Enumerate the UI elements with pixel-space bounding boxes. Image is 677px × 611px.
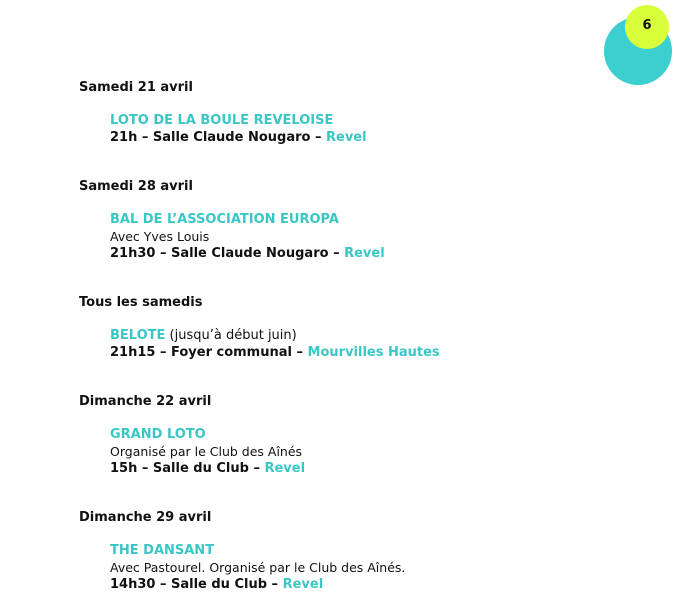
event-title: [110, 328, 639, 344]
event-time-venue: [110, 344, 639, 361]
event-section: [79, 179, 639, 262]
event-date: Samedi 28 avril: [79, 179, 193, 194]
event-block: [110, 543, 639, 593]
event-time-venue-text: 21h – Salle Claude Nougaro –: [110, 130, 326, 145]
event-section: [79, 295, 639, 361]
event-title-text: THE DANSANT: [110, 543, 215, 558]
event-title-text: BAL DE L’ASSOCIATION EUROPA: [110, 212, 339, 227]
event-place: Revel: [344, 246, 385, 261]
event-time-venue-text: 21h30 – Salle Claude Nougaro –: [110, 246, 345, 261]
page-number: 6: [642, 18, 652, 33]
event-place: Revel: [282, 577, 324, 592]
event-title-text: BELOTE: [110, 328, 166, 343]
event-date: Tous les samedis: [79, 295, 203, 310]
event-title-note: (jusqu’à début juin): [165, 328, 297, 343]
event-time-venue: [110, 129, 639, 146]
event-date: Dimanche 22 avril: [79, 394, 212, 409]
event-place: Revel: [326, 130, 367, 145]
event-block: [110, 212, 639, 262]
event-time-venue-text: 15h – Salle du Club –: [110, 461, 265, 476]
event-description: Organisé par le Club des Aînés: [110, 444, 303, 459]
event-date: Dimanche 29 avril: [79, 510, 212, 525]
event-time-venue-text: 14h30 – Salle du Club –: [110, 577, 283, 592]
event-description: Avec Pastourel. Organisé par le Club des Aînés.: [110, 560, 406, 575]
event-time-venue: [110, 576, 639, 593]
event-title-text: GRAND LOTO: [110, 427, 206, 442]
event-section: [79, 510, 639, 593]
event-time-venue-text: 21h15 – Foyer communal –: [110, 345, 308, 360]
event-time-venue: [110, 460, 639, 477]
event-date: Samedi 21 avril: [79, 80, 193, 95]
event-title: [110, 113, 639, 129]
event-description: Avec Yves Louis: [110, 229, 210, 244]
event-place: Revel: [264, 461, 306, 476]
event-time-venue: [110, 245, 639, 262]
event-block: [110, 328, 639, 361]
event-section: [79, 80, 639, 146]
event-title: [110, 543, 639, 559]
event-block: [110, 113, 639, 146]
events-list: [79, 80, 639, 593]
event-title-text: LOTO DE LA BOULE REVELOISE: [110, 113, 334, 128]
event-section: [79, 394, 639, 477]
event-title: [110, 212, 639, 228]
event-title: [110, 427, 639, 443]
event-place: Mourvilles Hautes: [307, 345, 440, 360]
event-block: [110, 427, 639, 477]
